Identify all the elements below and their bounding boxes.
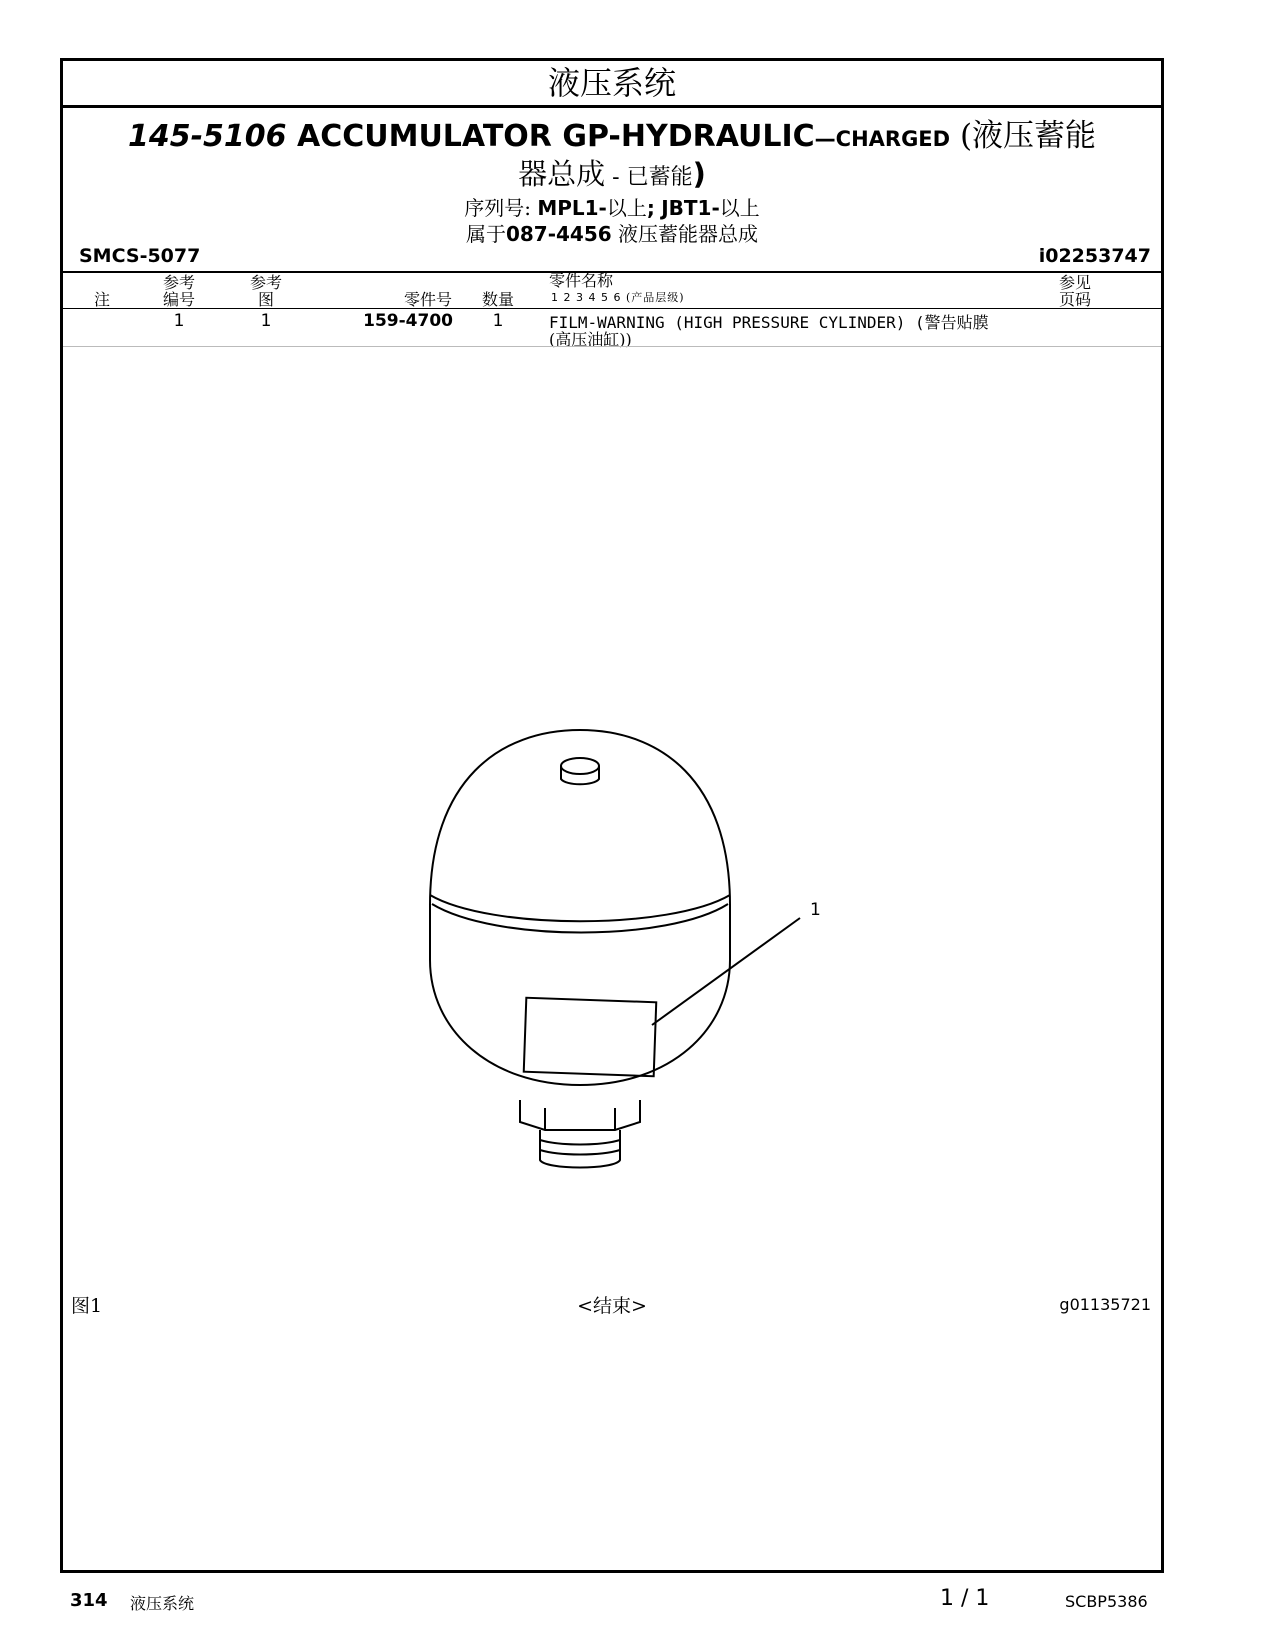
serial-sep: ;	[646, 196, 655, 220]
col-part-no: 零件号	[403, 290, 452, 309]
belongs-part: 087-4456	[505, 222, 612, 246]
col-ref-no-2: 编号	[162, 290, 195, 309]
heading-cn-3: - 已蓄能	[605, 165, 693, 190]
warning-film	[524, 998, 657, 1076]
accumulator-dome	[430, 730, 730, 905]
callout-number: 1	[810, 900, 821, 920]
serial-2-cn: 以上	[719, 196, 760, 220]
levels-note: (产品层级)	[625, 291, 685, 304]
end-label: <结束>	[577, 1295, 647, 1317]
levels-digits: 1 2 3 4 5 6	[551, 291, 622, 304]
col-see-2: 页码	[1058, 290, 1091, 309]
heading-cn-2: 器总成	[518, 157, 606, 191]
top-port-side	[561, 766, 599, 784]
bottom-nut-faces	[545, 1108, 615, 1130]
body-seam	[430, 895, 730, 921]
belongs-prefix: 属于	[465, 222, 506, 246]
row-name-2: (高压油缸))	[549, 330, 632, 349]
heading-suffix: —CHARGED	[814, 127, 951, 151]
heading-cn-1: (液压蓄能	[950, 118, 1097, 154]
serial-1: MPL1-	[537, 196, 607, 220]
serial-2: JBT1-	[661, 196, 720, 220]
row-ref-no: 1	[173, 311, 185, 331]
bottom-fitting	[540, 1130, 620, 1168]
callout-leader-line	[652, 918, 800, 1025]
footer-page-fraction: 1 / 1	[940, 1586, 990, 1611]
col-ref-fig-2: 图	[257, 290, 274, 309]
heading-part-number: 145-5106	[127, 119, 287, 154]
figure-label: 图1	[71, 1295, 103, 1317]
footer-doc-number: SCBP5386	[1065, 1592, 1148, 1611]
serial-label: 序列号:	[464, 196, 531, 220]
fitting-threads	[540, 1140, 620, 1155]
footer-section: 液压系统	[130, 1594, 195, 1613]
heading-name: ACCUMULATOR GP-HYDRAULIC	[296, 119, 815, 154]
heading-cn-close: )	[692, 157, 706, 191]
col-ref-fig-1: 参考	[249, 273, 282, 292]
smcs-code: SMCS-5077	[79, 245, 201, 267]
col-qty: 数量	[481, 290, 514, 309]
col-part-name: 零件名称	[549, 271, 614, 290]
row-qty: 1	[492, 311, 504, 331]
info-ref-code: i02253747	[1038, 245, 1151, 267]
graphic-ref: g01135721	[1059, 1295, 1151, 1314]
row-name-1: FILM-WARNING (HIGH PRESSURE CYLINDER) (警告贴膜	[549, 313, 989, 332]
bottom-nut	[520, 1100, 640, 1130]
belongs-name: 液压蓄能器总成	[618, 222, 759, 246]
footer-page-number: 314	[70, 1590, 108, 1611]
system-title: 液压系统	[63, 61, 1161, 108]
col-ref-no-1: 参考	[162, 273, 195, 292]
col-note: 注	[93, 290, 110, 309]
row-ref-fig: 1	[260, 311, 272, 331]
top-port	[561, 758, 599, 774]
row-part-no: 159-4700	[363, 311, 453, 331]
serial-1-cn: 以上	[606, 196, 647, 220]
body-seam-inner	[432, 904, 728, 933]
col-see-1: 参见	[1058, 273, 1091, 292]
